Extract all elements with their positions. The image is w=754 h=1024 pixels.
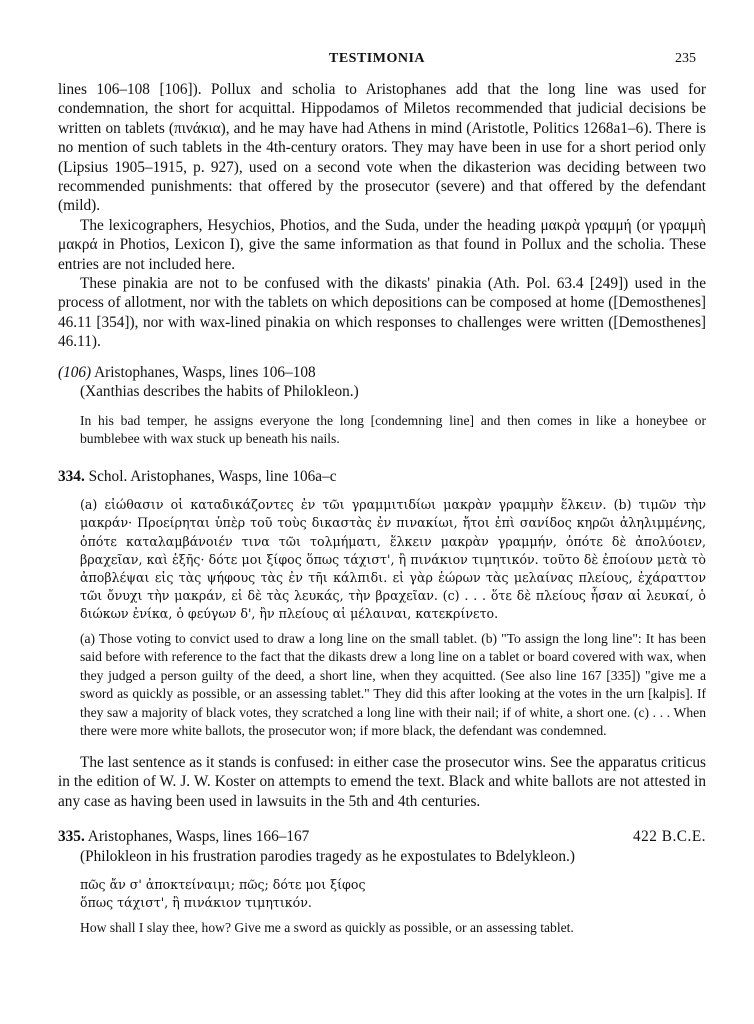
intro-paragraph-2: The lexicographers, Hesychios, Photios, and the Suda, under the heading μακρὰ γραμμή (or γραμμὴ μακρά in Photios, Lexicon I), give the same information as that found in Pollux and the scholia. These entries are not included here. bbox=[58, 216, 706, 273]
entry-334-number: 334. bbox=[58, 467, 85, 485]
page-number: 235 bbox=[675, 51, 696, 66]
intro-paragraph-1: lines 106–108 [106]). Pollux and scholia to Aristophanes add that the long line was used for condemnation, the short for acquittal. Hippodamos of Miletos recommended that judicial decisions be written on tablets (πινάκια), and he may have had Athens in mind (Aristotle, Politics 1268a1–6). There is no mention of such tablets in the 4th-century orators. They may have been in use for a short period only (Lipsius 1905–1915, p. 927), used on a second vote when the dikasterion was deciding between two recommended punishments: that offered by the prosecutor (severe) and that offered by the defendant (mild). bbox=[58, 81, 706, 215]
entry-334 bbox=[58, 467, 706, 812]
entry-335-greek-verse bbox=[80, 876, 706, 912]
entry-335-greek-line-1: πῶς ἄν σ' ἀποκτείναιμι; πῶς; δότε μοι ξίφος bbox=[80, 877, 366, 893]
entry-335-number: 335. bbox=[58, 828, 85, 846]
entry-335-heading bbox=[58, 827, 706, 846]
entry-334-title: Schol. Aristophanes, Wasps, line 106a–c bbox=[88, 467, 337, 485]
entry-106-heading bbox=[58, 363, 706, 382]
running-header bbox=[0, 51, 754, 71]
page-body bbox=[58, 80, 706, 937]
entry-335-title: Aristophanes, Wasps, lines 166–167 bbox=[87, 828, 310, 846]
entry-106 bbox=[58, 363, 706, 449]
entry-106-context: (Xanthias describes the habits of Philokleon.) bbox=[80, 383, 359, 401]
entry-335-translation: How shall I slay thee, how? Give me a sword as quickly as possible, or an assessing tablet. bbox=[80, 919, 574, 935]
entry-106-title: Aristophanes, Wasps, lines 106–108 bbox=[94, 363, 316, 381]
entry-335-context: (Philokleon in his frustration parodies tragedy as he expostulates to Bdelykleon.) bbox=[80, 847, 575, 865]
entry-334-greek-text: (a) εἰώθασιν οἱ καταδικάζοντες ἐν τῶι γραμμιτιδίωι μακρὰν γραμμὴν ἕλκειν. (b) τιμῶν τὴν μακράν· Προείρηται ὑπὲρ τοῦ τοὺς δικαστὰς ἐν πινακίωι, ἤτοι ἐπὶ σανίδος κηρῶι ἀληλιμμένης, ὁπότε καταλαμβάνοιέν τινα τῶι τολμήματι, ἕλκειν μακρὰν γραμμήν, ὁπότε δὲ ἀπολύοιεν, βραχεῖαν, καὶ ἑξῆς· δότε μοι ξίφος ὅπως τάχιστ', ἢ πινάκιον τιμητικόν. τοῦτο δὲ ἐποίουν μετὰ τὸ ἀποβλέψαι εἰς τὰς ψήφους τὰς ἐν τῆι κάλπιδι. εἰ γὰρ ἑώρων τὰς μελαίνας πλείους, ἐχάραττον τῶι ὄνυχι τὴν μακράν, εἰ δὲ τὰς λευκάς, τὴν βραχεῖαν. (c) . . . ὅτε δὲ πλείους ἦσαν αἱ λευκαί, ὁ διώκων ἐνίκα, ὁ φεύγων δ', ἢν πλείους αἱ μέλαιναι, κατεκρίνετο. bbox=[80, 497, 706, 622]
entry-335-date: 422 B.C.E. bbox=[633, 828, 706, 846]
header-title: TESTIMONIA bbox=[328, 51, 426, 66]
entry-334-commentary: The last sentence as it stands is confused: in either case the prosecutor wins. See the apparatus criticus in the edition of W. J. W. Koster on attempts to emend the text. Black and white ballots are not attested in any case as having been used in lawsuits in the 5th and 4th centuries. bbox=[58, 754, 706, 810]
entry-335-heading-left bbox=[58, 827, 309, 846]
intro-paragraph-3: These pinakia are not to be confused with the dikasts' pinakia (Ath. Pol. 63.4 [249]) used in the process of allotment, nor with the tablets on which depositions can be composed at home ([Demosthenes] 46.11 [354]), nor with wax-lined pinakia on which responses to challenges were written ([Demosthenes] 46.11). bbox=[58, 275, 706, 351]
entry-335-greek-line-2: ὅπως τάχιστ', ἢ πινάκιον τιμητικόν. bbox=[80, 895, 312, 911]
entry-106-translation: In his bad temper, he assigns everyone the long [condemning line] and then comes in like a honeybee or bumblebee with wax stuck up beneath his nails. bbox=[80, 412, 706, 447]
entry-334-translation: (a) Those voting to convict used to draw a long line on the small tablet. (b) "To assign the long line": It has been said before with reference to the fact that the dikasts drew a long line on a tablet or board covered with wax, when they judged a person guilty of the deed, a short line, when they acquitted. (See also line 167 [335]) "give me a sword as quickly as possible, or an assessing tablet." They did this after looking at the votes in the urn [kalpis]. If they saw a majority of black votes, they scratched a long line with their nail; if of white, a short one. (c) . . . When there were more white ballots, the prosecutor won; if more black, the defendant was condemned. bbox=[80, 630, 706, 739]
entry-334-heading bbox=[58, 467, 706, 486]
entry-335 bbox=[58, 827, 706, 937]
entry-106-number: (106) bbox=[58, 363, 92, 381]
